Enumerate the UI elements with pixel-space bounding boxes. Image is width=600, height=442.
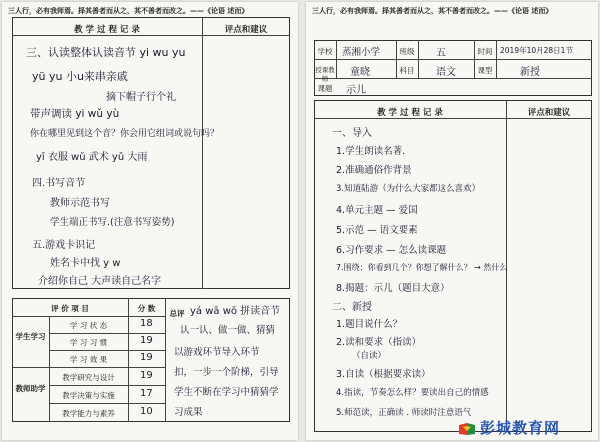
eval-row-label: 教学研究与设计: [62, 373, 115, 382]
topic-label: 课题: [317, 84, 333, 93]
lesson-line: （自读）: [352, 351, 387, 361]
eval-row-label: 学 习 习 惯: [69, 338, 108, 347]
subject-value: 语文: [436, 67, 456, 78]
comments-header: 评点和建议: [224, 25, 268, 35]
lesson-line: 3.自读（根据要求读）: [336, 369, 431, 380]
lesson-line: 3.知道陆游（为什么大家都这么喜欢）: [336, 184, 481, 194]
type-label: 课型: [477, 66, 493, 75]
book-icon: [458, 421, 476, 435]
lesson-line: 4.指读，节奏怎么样？要读出自己的情感: [336, 388, 489, 398]
info-row-line: [314, 59, 592, 60]
lesson-line: 介绍你自己 大声读自己名字: [38, 276, 162, 287]
lesson-line: 5.师范读，正确读 . 师读时注意语气: [336, 408, 472, 418]
lesson-line: yü yu 小u来串亲戚: [32, 70, 128, 83]
eval-col-line: [49, 316, 50, 422]
eval-row-label: 教学决策与实施: [62, 391, 115, 400]
summary-line: 扣，一步一个阶梯，引导: [174, 367, 279, 378]
lesson-line: 7.围绕：你看到几个？你想了解什么？ → 然什么: [336, 263, 508, 272]
info-col-line: [496, 40, 497, 78]
process-header: 教 学 过 程 记 录: [74, 25, 140, 35]
lesson-line: 教师示范书写: [50, 198, 110, 209]
lesson-line: 四.书写音节: [32, 178, 86, 189]
school-value: 蒸湘小学: [342, 47, 381, 58]
eval-group-student: 学生学习: [15, 332, 46, 341]
eval-summary-header: 总评: [169, 309, 185, 318]
info-col-line: [418, 40, 419, 78]
watermark-logo: [458, 417, 560, 438]
eval-item-header: 评 价 项 目: [51, 304, 89, 313]
time-label: 时间: [477, 47, 493, 56]
lesson-line: 4.单元主题 — 爱国: [336, 205, 418, 216]
eval-row-line: [12, 316, 166, 317]
comments-header: 评点和建议: [527, 108, 571, 118]
eval-row-label: 学 习 效 果: [69, 355, 108, 364]
lesson-line: 姓名卡中找 y w: [50, 258, 121, 269]
left-page: [2, 2, 298, 440]
eval-row-score: 17: [140, 388, 153, 399]
motto-left: 三人行，必有我师焉。择其善者而从之，其不善者而改之。——《论语 述而》: [8, 6, 249, 15]
lesson-line: 学生端正书写.(注意书写姿势): [50, 217, 175, 228]
summary-line: yá wā wō 拼读音节: [190, 306, 281, 317]
lesson-line: 2.准确通俗作背景: [336, 165, 412, 176]
lesson-line: 8.揭题：示儿（题目大意）: [336, 283, 450, 294]
summary-line: 学生不断在学习中猜猜学: [174, 387, 279, 398]
lesson-line: 你在哪里见到这个音？你会用它组词或说句吗？: [30, 129, 220, 139]
lesson-line: 2.读和要求（指读）: [336, 337, 422, 348]
lesson-line: yī 衣服 wǔ 武术 yǔ 大雨: [36, 152, 148, 163]
lesson-line: 6.习作要求 — 怎么读课题: [336, 245, 447, 256]
summary-line: 习成果: [174, 407, 203, 418]
lesson-line: 带声调读 yi wǔ yù: [30, 108, 120, 120]
teacher-label: 授课教师: [315, 66, 335, 83]
right-page: [306, 2, 598, 440]
info-col-line: [336, 40, 337, 78]
process-table-divider: [202, 17, 203, 289]
class-label: 班级: [399, 47, 415, 56]
process-table-header-rule: [12, 35, 290, 36]
eval-row-score: 18: [140, 318, 153, 329]
lesson-line: 一、导入: [332, 128, 372, 139]
lesson-line: 1.题目说什么？: [336, 319, 403, 330]
subject-label: 科目: [399, 66, 415, 75]
lesson-line: 5.示范 — 语文要素: [336, 225, 418, 236]
class-value: 五: [436, 48, 446, 59]
school-label: 学校: [317, 47, 333, 56]
lesson-line: 三、认读整体认读音节 yi wu yu: [26, 46, 186, 59]
process-table-header-rule: [314, 118, 592, 119]
motto-right: 三人行，必有我师焉。择其善者而从之，其不善者而改之。——《论语 述而》: [312, 6, 553, 15]
summary-line: 以游戏环节导入环节: [174, 347, 260, 358]
eval-row-score: 19: [140, 352, 153, 363]
watermark-text: 彭城教育网: [479, 420, 560, 437]
lesson-line: 1.学生朗读名著.: [336, 146, 406, 157]
eval-score-header: 分 数: [137, 304, 156, 313]
process-header: 教 学 过 程 记 录: [377, 108, 443, 118]
teacher-value: 童晓: [350, 67, 370, 78]
info-row-line: [314, 78, 592, 79]
eval-row-line: [49, 385, 166, 386]
eval-row-score: 19: [140, 370, 153, 381]
eval-row-score: 19: [140, 335, 153, 346]
summary-line: 认一认、做一做、猜猜: [180, 325, 276, 336]
eval-row-label: 学 习 状 态: [69, 321, 108, 330]
lesson-line: 摘下帽子行个礼: [106, 92, 176, 103]
eval-row-line: [49, 350, 166, 351]
eval-row-line: [49, 333, 166, 334]
type-value: 新授: [520, 67, 540, 78]
eval-row-label: 教学能力与素养: [62, 409, 115, 418]
time-value: 2019年10月28日1节: [500, 46, 573, 55]
lesson-line: 五.游戏卡识记: [32, 240, 96, 251]
eval-row-score: 10: [140, 406, 153, 417]
topic-value: 示儿: [346, 85, 366, 96]
eval-group-teacher: 教师助学: [15, 384, 46, 393]
eval-row-line: [49, 403, 166, 404]
lesson-line: 二、新授: [332, 302, 372, 313]
eval-row-line: [12, 367, 166, 368]
